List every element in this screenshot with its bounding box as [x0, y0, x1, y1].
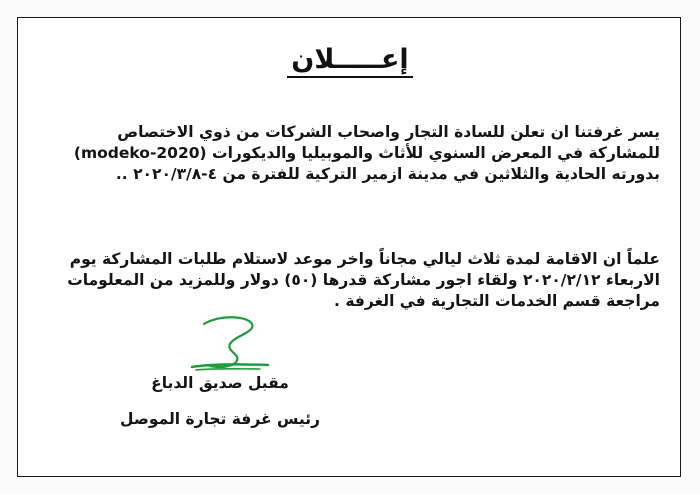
- paragraph-1-line: يسر غرفتنا ان تعلن للسادة التجار واصحاب الشركات من ذوي الاختصاص: [117, 123, 660, 141]
- paragraph-2: [40, 249, 660, 312]
- paragraph-2-line: علماً ان الاقامة لمدة ثلاث ليالي مجاناً واخر موعد لاستلام طلبات المشاركة يوم: [69, 250, 660, 268]
- handwritten-signature: [190, 312, 270, 374]
- paragraph-1-line: بدورته الحادية والثلاثين في مدينة ازمير التركية للفترة من ٤-٢٠٢٠/٣/٨ ..: [115, 165, 660, 183]
- signatory-name: مقبل صديق الدباغ: [151, 374, 289, 392]
- announcement-title: [0, 44, 700, 78]
- paragraph-2-line: مراجعة قسم الخدمات التجارية في الغرفة .: [334, 292, 660, 310]
- document-border: [17, 17, 681, 477]
- paragraph-1: [40, 122, 660, 185]
- signatory-title: رئيس غرفة تجارة الموصل: [120, 410, 320, 428]
- title-text: إعـــــلان: [287, 44, 412, 78]
- paragraph-1-line: للمشاركة في المعرض السنوي للأثاث والموبيليا والديكورات (modeko-2020): [73, 144, 660, 162]
- paragraph-2-line: الاربعاء ٢٠٢٠/٢/١٢ ولقاء اجور مشاركة قدرها (٥٠) دولار وللمزيد من المعلومات: [67, 271, 660, 289]
